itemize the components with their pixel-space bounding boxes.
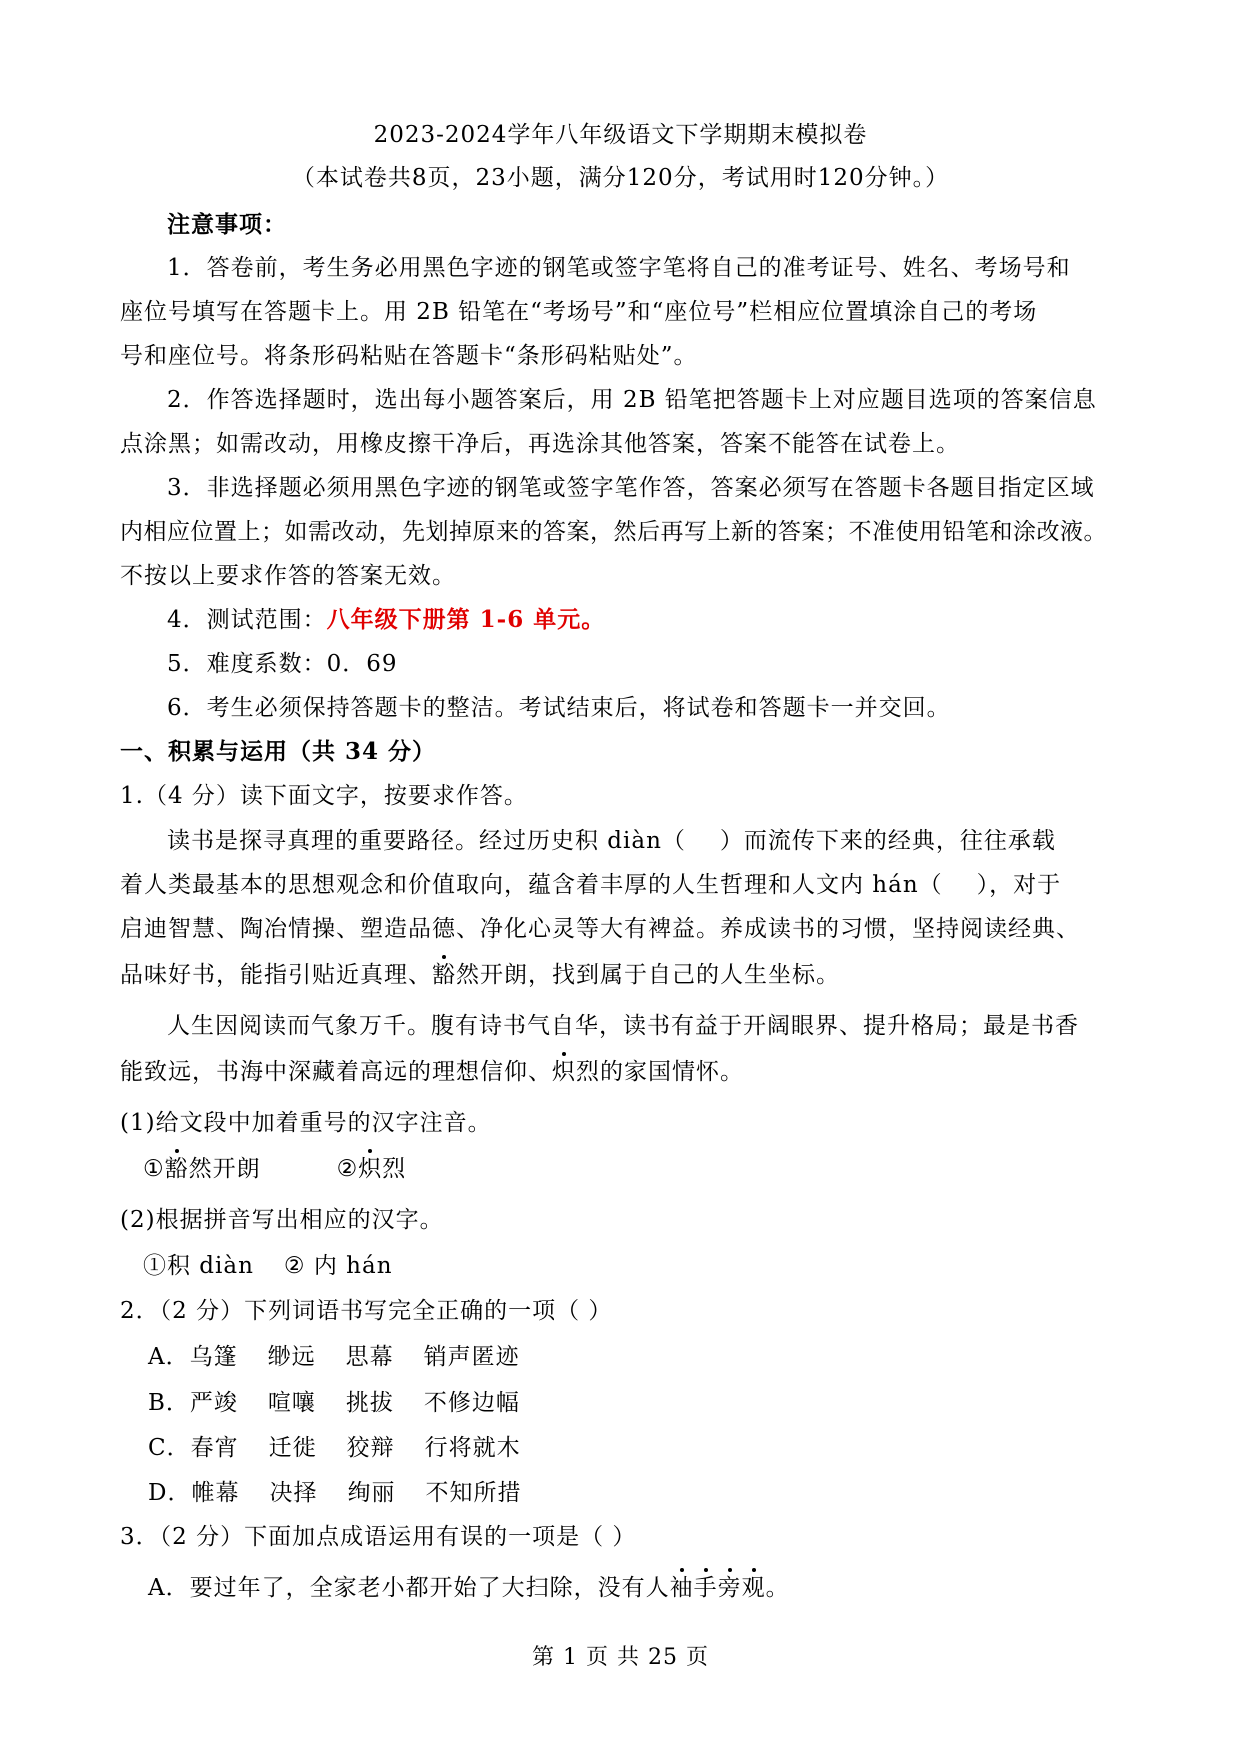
passage-text: ），对于: [976, 872, 1062, 898]
option-word: 挑拔: [345, 1390, 394, 1416]
test-scope-label: 4．测试范围：: [167, 607, 327, 633]
test-scope-value: 八年级下册第 1-6 单元。: [326, 606, 606, 633]
passage-text: 读书是探寻真理的重要路径。经过历史积 diàn（: [167, 828, 686, 854]
passage-text: 着人类最基本的思想观念和价值取向，蕴含着丰厚的人生哲理和人文内 hán（: [120, 872, 943, 898]
item-text: 烈: [382, 1156, 407, 1182]
notice-item-2-line-1: 2．作答选择题时，选出每小题答案后，用 2B 铅笔把答题卡上对应题目选项的答案信息: [167, 387, 1097, 413]
subquestion-2: (2)根据拼音写出相应的汉字。: [120, 1207, 444, 1233]
section-heading: 一、积累与运用（共 34 分）: [120, 738, 437, 765]
option-word: 缈远: [267, 1344, 316, 1370]
question-2-stem: 2．（2 分）下列词语书写完全正确的一项（ ）: [120, 1298, 613, 1324]
option-word: 绚丽: [347, 1480, 396, 1506]
option-word: 春宵: [190, 1435, 239, 1461]
passage-line-6: [120, 1057, 744, 1087]
notice-item-4: [167, 605, 605, 635]
item-text: ①积 diàn: [143, 1253, 254, 1279]
notice-item-6: 6．考生必须保持答题卡的整洁。考试结束后，将试卷和答题卡一并交回。: [167, 695, 951, 721]
notice-item-1-line-3: 号和座位号。将条形码粘贴在答题卡“条形码粘贴处”。: [120, 343, 698, 369]
notice-item-3-line-2: 内相应位置上；如需改动，先划掉原来的答案，然后再写上新的答案；不准使用铅笔和涂改液。: [120, 519, 1107, 545]
passage-line-4: [120, 960, 840, 990]
option-text: 。: [765, 1575, 790, 1601]
question-1-stem: 1.（4 分）读下面文字，按要求作答。: [120, 783, 528, 809]
notice-item-1-line-1: 1．答卷前，考生务必用黑色字迹的钢笔或签字笔将自己的准考证号、姓名、考场号和: [167, 255, 1071, 281]
notice-item-1-line-2: 座位号填写在答题卡上。用 2B 铅笔在“考场号”和“座位号”栏相应位置填涂自己的考场: [120, 299, 1038, 325]
option-word: 帷幕: [191, 1480, 240, 1506]
page-footer: 第 1 页 共 25 页: [532, 1645, 709, 1670]
option-word: 行将就木: [424, 1435, 521, 1461]
option-word: 乌篷: [189, 1344, 238, 1370]
option-word: 决择: [269, 1480, 318, 1506]
question-3-stem: 3．（2 分）下面加点成语运用有误的一项是（ ）: [120, 1524, 637, 1550]
emphasized-char: 手: [693, 1575, 718, 1601]
emphasized-char: 袖: [669, 1575, 694, 1601]
notice-item-2-line-2: 点涂黑；如需改动，用橡皮擦干净后，再选涂其他答案，答案不能答在试卷上。: [120, 431, 960, 457]
notice-item-3-line-3: 不按以上要求作答的答案无效。: [120, 563, 456, 589]
passage-line-5: 人生因阅读而气象万千。腹有诗书气自华，读书有益于开阔眼界、提升格局；最是书香: [167, 1013, 1079, 1039]
item-marker: ①: [143, 1156, 165, 1182]
option-label: D．: [148, 1480, 192, 1506]
option-word: 严竣: [189, 1390, 238, 1416]
page-subtitle: （本试卷共8页，23小题，满分120分，考试用时120分钟。）: [291, 165, 950, 191]
option-a: [148, 1342, 520, 1372]
passage-text: 烈的家国情怀。: [576, 1059, 744, 1085]
option-word: 销声匿迹: [423, 1344, 520, 1370]
option-word: 狡辩: [346, 1435, 395, 1461]
option-c: [148, 1433, 521, 1463]
passage-line-1: [167, 826, 1056, 856]
option-word: 不修边幅: [423, 1390, 520, 1416]
emphasized-char: 豁: [164, 1156, 189, 1182]
notice-item-3-line-1: 3．非选择题必须用黑色字迹的钢笔或签字笔作答，答案必须写在答题卡各题目指定区域: [167, 475, 1095, 501]
option-text: A．要过年了，全家老小都开始了大扫除，没有人: [148, 1575, 670, 1601]
page-title: 2023-2024学年八年级语文下学期期末模拟卷: [373, 122, 868, 148]
option-label: A．: [148, 1344, 190, 1370]
passage-line-3: 启迪智慧、陶冶情操、塑造品德、净化心灵等大有裨益。养成读书的习惯，坚持阅读经典、: [120, 916, 1080, 942]
passage-text: ）而流传下来的经典，往往承载: [719, 828, 1056, 854]
subquestion-1: (1)给文段中加着重号的汉字注音。: [120, 1110, 492, 1136]
emphasized-char: 炽: [358, 1156, 383, 1182]
option-d: [148, 1478, 521, 1508]
notice-heading: 注意事项：: [167, 211, 287, 238]
emphasized-char: 豁: [432, 962, 456, 988]
emphasized-char: 旁: [717, 1575, 742, 1601]
subquestion-1-items: [143, 1154, 406, 1184]
emphasized-char: 炽: [552, 1059, 576, 1085]
option-word: 不知所措: [425, 1480, 522, 1506]
notice-item-5: 5．难度系数：0．69: [167, 651, 398, 677]
passage-text: 品味好书，能指引贴近真理、: [120, 962, 432, 988]
emphasized-char: 观: [741, 1575, 766, 1601]
passage-line-2: [120, 870, 1061, 900]
option-word: 喧嚷: [267, 1390, 316, 1416]
passage-text: 能致远，书海中深藏着高远的理想信仰、: [120, 1059, 552, 1085]
item-text: ② 内 hán: [283, 1253, 393, 1279]
option-word: 思幕: [345, 1344, 394, 1370]
question-3-option-a: [148, 1573, 790, 1603]
item-marker: ②: [336, 1156, 359, 1182]
option-label: B．: [148, 1390, 190, 1416]
passage-text: 然开朗，找到属于自己的人生坐标。: [456, 962, 840, 988]
option-b: [148, 1388, 520, 1418]
option-label: C．: [148, 1435, 191, 1461]
option-word: 迁徙: [268, 1435, 317, 1461]
item-text: 然开朗: [188, 1156, 261, 1182]
subquestion-2-items: [143, 1251, 393, 1281]
